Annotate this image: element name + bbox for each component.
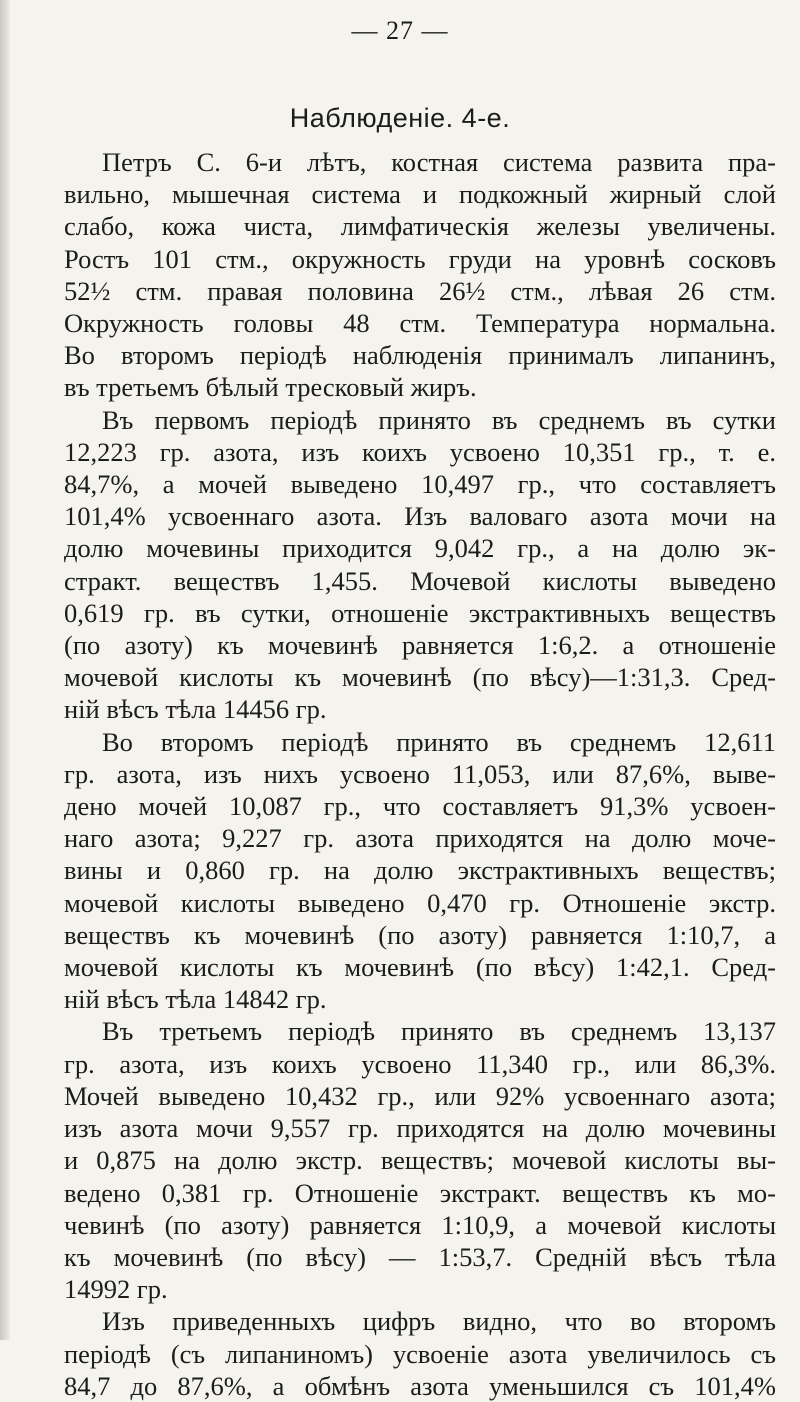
text-line: вильно, мышечная система и подкожный жирный слой (64, 179, 776, 210)
text-line: мочевой кислоты къ мочевинѣ (по вѣсу)—1:31,3. Сред- (64, 662, 776, 693)
text-line: 84,7%, а мочей выведено 10,497 гр., что составляетъ (64, 469, 776, 500)
text-line: гр. азота, изъ коихъ усвоено 11,340 гр., или 86,3%. (64, 1048, 776, 1079)
text-line: ній вѣсъ тѣла 14456 гр. (64, 694, 327, 725)
text-line: (по азоту) къ мочевинѣ равняется 1:6,2. а отношеніе (64, 630, 776, 661)
text-line: веществъ къ мочевинѣ (по азоту) равняется 1:10,7, а (64, 919, 776, 950)
text-line: наго азота; 9,227 гр. азота приходятся на долю моче- (64, 823, 776, 854)
text-line: чевинѣ (по азоту) равняется 1:10,9, а мочевой кислоты (64, 1209, 776, 1240)
page-number: — 27 — (351, 16, 449, 45)
text-line: мочевой кислоты къ мочевинѣ (по вѣсу) 1:42,1. Сред- (64, 952, 776, 983)
text-line: гр. азота, изъ нихъ усвоено 11,053, или 87,6%, выве- (64, 758, 776, 789)
text-line: къ мочевинѣ (по вѣсу) — 1:53,7. Средній вѣсъ тѣла (64, 1241, 776, 1272)
text-line: 0,619 гр. въ сутки, отношеніе экстрактивныхъ веществъ (64, 597, 776, 628)
text-line: Ростъ 101 стм., окружность груди на уровнѣ сосковъ (64, 243, 776, 274)
text-line: 84,7 до 87,6%, а обмѣнъ азота уменьшился съ 101,4% (64, 1370, 776, 1401)
text-line: долю мочевины приходится 9,042 гр., а на долю эк- (64, 533, 776, 564)
text-line: мочевой кислоты выведено 0,470 гр. Отношеніе экстр. (64, 887, 776, 918)
text-line: Изъ приведенныхъ цифръ видно, что во второмъ (102, 1306, 776, 1337)
text-line: вины и 0,860 гр. на долю экстрактивныхъ веществъ; (64, 855, 776, 886)
text-line: 14992 гр. (64, 1274, 168, 1305)
text-line: Во второмъ періодѣ наблюденія принималъ липанинъ, (64, 340, 776, 371)
text-line: ведено 0,381 гр. Отношеніе экстракт. веществъ къ мо- (64, 1177, 776, 1208)
text-line: Мочей выведено 10,432 гр., или 92% усвоеннаго азота; (64, 1080, 776, 1111)
page-edge-shadow (0, 0, 10, 1340)
text-line: слабо, кожа чиста, лимфатическія железы увеличены. (64, 211, 776, 242)
text-line: 101,4% усвоеннаго азота. Изъ валоваго азота мочи на (64, 501, 776, 532)
text-line: изъ азота мочи 9,557 гр. приходятся на долю мочевины (64, 1113, 776, 1144)
text-line: періодѣ (съ липаниномъ) усвоеніе азота увеличилось съ (64, 1338, 776, 1369)
observation-heading: Наблюденіе. 4-е. (289, 103, 511, 133)
text-line: 52½ стм. правая половина 26½ стм., лѣвая 26 стм. (64, 275, 776, 306)
text-line: Въ третьемъ періодѣ принято въ среднемъ 13,137 (102, 1016, 776, 1047)
text-line: дено мочей 10,087 гр., что составляетъ 91,3% усвоен- (64, 791, 776, 822)
text-line: ній вѣсъ тѣла 14842 гр. (64, 984, 327, 1015)
text-line: Петръ С. 6-и лѣтъ, костная система развита пра- (102, 147, 776, 177)
body-text (64, 146, 776, 1402)
text-line: 12,223 гр. азота, изъ коихъ усвоено 10,351 гр., т. е. (64, 436, 776, 467)
text-line: Во второмъ періодѣ принято въ среднемъ 12,611 (102, 726, 776, 757)
text-line: Въ первомъ періодѣ принято въ среднемъ въ сутки (102, 404, 776, 435)
text-line: стракт. веществъ 1,455. Мочевой кислоты выведено (64, 565, 776, 596)
text-line: и 0,875 на долю экстр. веществъ; мочевой кислоты вы- (64, 1145, 776, 1176)
text-line: Окружность головы 48 стм. Температура нормальна. (64, 308, 776, 339)
text-line: въ третьемъ бѣлый тресковый жиръ. (64, 372, 477, 403)
